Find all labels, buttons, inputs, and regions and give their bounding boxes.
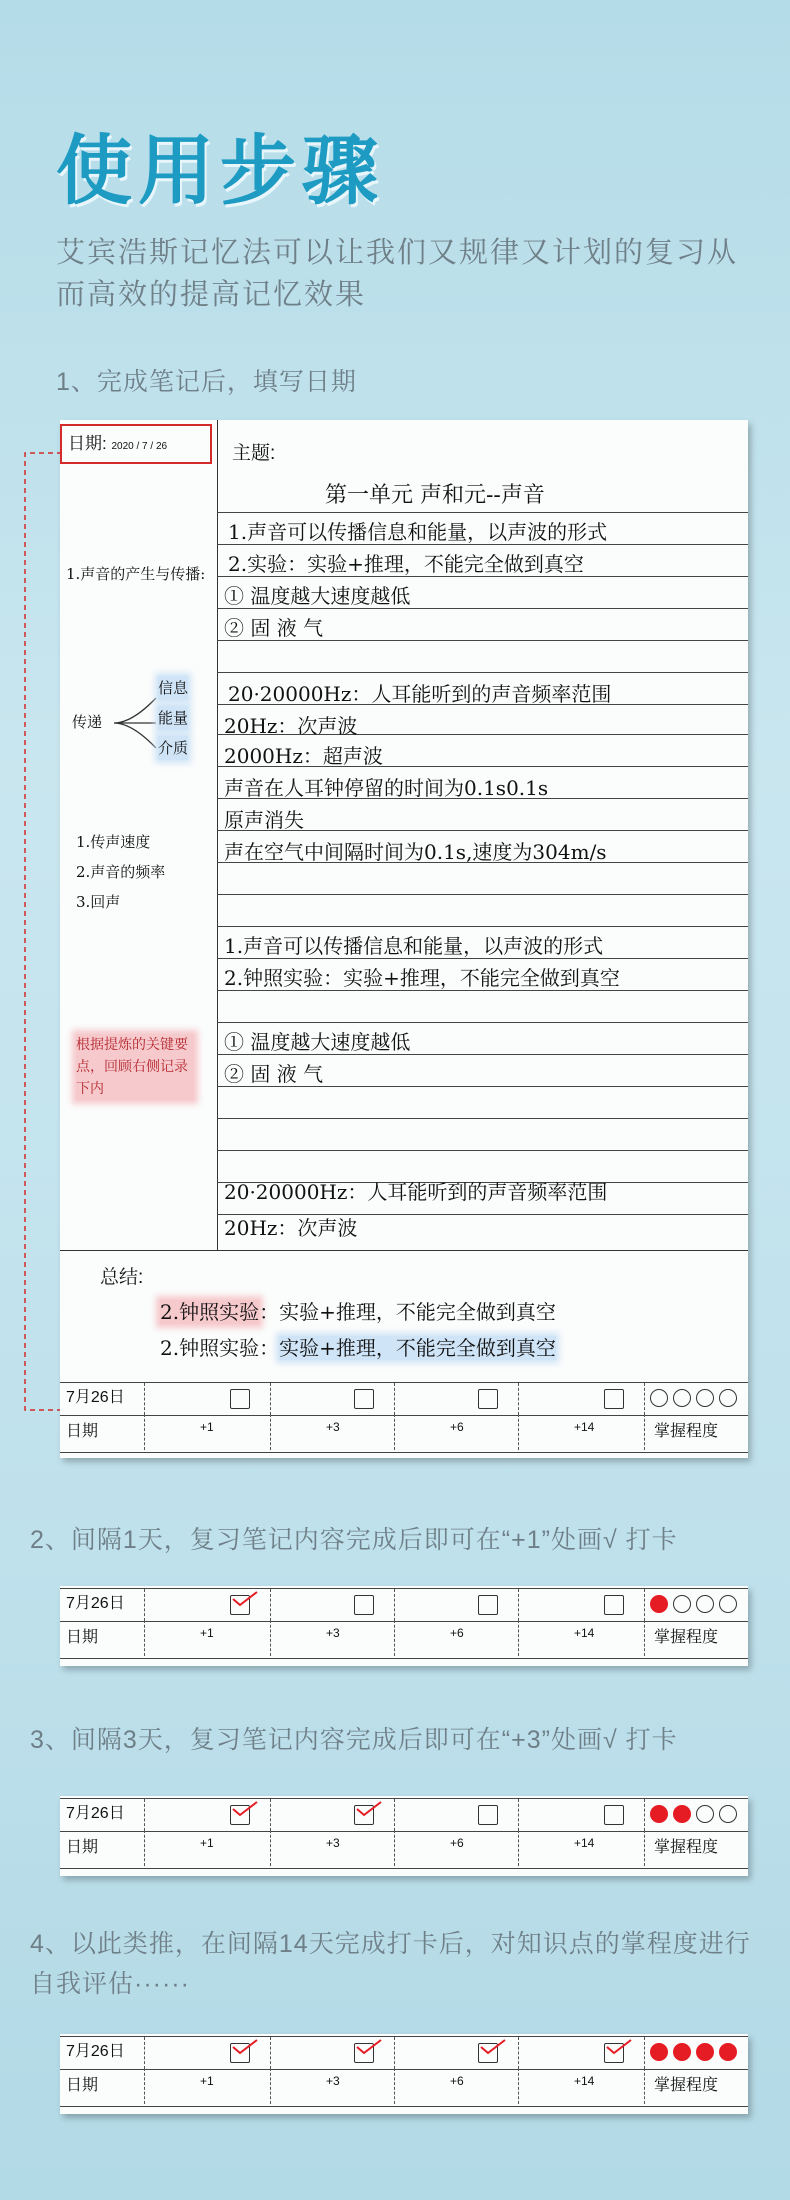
tracker-date-label: 日期 [66, 1629, 99, 1646]
mastery-circle[interactable] [696, 2043, 714, 2061]
review-checkbox[interactable] [478, 1805, 498, 1825]
mastery-label: 掌握程度 [654, 1629, 719, 1646]
tracker-sheet [60, 1586, 748, 1666]
summary-line-1 [160, 1296, 556, 1325]
cue-branch-medium: 介质 [158, 736, 188, 760]
tracker-date[interactable]: 7月26日 [66, 1389, 125, 1406]
tracker-row [60, 1798, 748, 1832]
cue-branch-info: 信息 [158, 676, 188, 700]
date-value: 2020 / 7 / 26 [111, 441, 168, 452]
subject-label: 主题: [232, 443, 276, 464]
note-line: 1.声音可以传播信息和能量，以声波的形式 [224, 934, 604, 958]
note-line: 20·20000Hz：人耳能听到的声音频率范围 [224, 1180, 608, 1204]
cue-review-tip: 根据提炼的关键要点，回顾右侧记录下内 [76, 1034, 194, 1100]
interval-label: +1 [200, 1836, 214, 1850]
cue-topic: 1.声音的产生与传播: [66, 565, 206, 583]
mastery-circle[interactable] [673, 2043, 691, 2061]
interval-label: +1 [200, 1420, 214, 1434]
review-checkbox[interactable] [604, 1595, 624, 1615]
interval-label: +6 [450, 1836, 464, 1850]
review-tracker [60, 1588, 748, 1664]
review-tracker [60, 1382, 748, 1458]
note-line: 声在空气中间隔时间为0.1s,速度为304m/s [224, 840, 607, 864]
tracker-date-label: 日期 [66, 2077, 99, 2094]
summary-highlight: 2.钟照实验 [160, 1300, 260, 1324]
interval-label: +3 [326, 2074, 340, 2088]
note-line: 20Hz：次声波 [224, 1216, 358, 1240]
check-mark-icon [232, 2039, 258, 2055]
interval-label: +14 [574, 1420, 595, 1434]
note-line: 2.实验：实验+推理，不能完全做到真空 [228, 552, 584, 576]
mastery-label: 掌握程度 [654, 1423, 719, 1440]
note-line: ① 温度越大速度越低 [224, 1030, 411, 1054]
page-title: 使用步骤 [56, 126, 384, 215]
tracker-date-label: 日期 [66, 1839, 99, 1856]
review-checkbox[interactable] [230, 1389, 250, 1409]
check-mark-icon [606, 2039, 632, 2055]
check-mark-icon [356, 1801, 382, 1817]
mastery-circle[interactable] [696, 1389, 714, 1407]
date-label: 日期: [68, 434, 107, 453]
mastery-circle[interactable] [719, 2043, 737, 2061]
review-checkbox[interactable] [354, 1595, 374, 1615]
step-4: 4、以此类推，在间隔14天完成打卡后，对知识点的掌程度进行自我评估······ [30, 1930, 751, 1998]
summary-text: ：实验+推理，不能完全做到真空 [259, 1300, 556, 1324]
review-tracker [60, 2036, 748, 2112]
mastery-label: 掌握程度 [654, 1839, 719, 1856]
cue-branch-energy: 能量 [158, 706, 188, 730]
mastery-circle[interactable] [696, 1595, 714, 1613]
note-sheet [60, 420, 748, 1458]
summary-label: 总结: [100, 1267, 144, 1288]
summary-highlight: 实验+推理，不能完全做到真空 [279, 1336, 556, 1360]
note-line: 2000Hz：超声波 [224, 744, 383, 768]
review-checkbox[interactable] [604, 1389, 624, 1409]
tracker-row [60, 2036, 748, 2070]
tracker-row [60, 1588, 748, 1622]
note-line: 1.声音可以传播信息和能量，以声波的形式 [228, 520, 608, 544]
mastery-circle[interactable] [673, 1805, 691, 1823]
note-line: ① 温度越大速度越低 [224, 584, 411, 608]
intro-text: 艾宾浩斯记忆法可以让我们又规律又计划的复习从而高效的提高记忆效果 [56, 237, 739, 311]
note-line: 20Hz：次声波 [224, 714, 358, 738]
step-3: 3、间隔3天，复习笔记内容完成后即可在“+3”处画√ 打卡 [30, 1726, 678, 1754]
interval-label: +6 [450, 2074, 464, 2088]
note-line: 原声消失 [224, 808, 304, 832]
note-line: 声音在人耳钟停留的时间为0.1s0.1s [224, 776, 549, 800]
mastery-circle[interactable] [650, 2043, 668, 2061]
mastery-circle[interactable] [673, 1389, 691, 1407]
interval-label: +14 [574, 1626, 595, 1640]
mastery-circle[interactable] [673, 1595, 691, 1613]
note-date-box[interactable] [60, 424, 212, 464]
interval-label: +14 [574, 1836, 595, 1850]
mastery-circle[interactable] [719, 1805, 737, 1823]
mastery-circle[interactable] [719, 1389, 737, 1407]
note-line: ② 固 液 气 [224, 1062, 324, 1086]
tracker-date[interactable]: 7月26日 [66, 1805, 125, 1822]
check-mark-icon [480, 2039, 506, 2055]
cue-list-item: 3.回声 [76, 893, 121, 911]
branch-lines [112, 688, 158, 758]
mastery-circle[interactable] [650, 1389, 668, 1407]
review-tracker [60, 1798, 748, 1874]
review-checkbox[interactable] [478, 1389, 498, 1409]
note-line: 2.钟照实验：实验+推理，不能完全做到真空 [224, 966, 620, 990]
mastery-circle[interactable] [696, 1805, 714, 1823]
mastery-circle[interactable] [719, 1595, 737, 1613]
check-mark-icon [356, 2039, 382, 2055]
interval-label: +3 [326, 1420, 340, 1434]
note-line: ② 固 液 气 [224, 616, 324, 640]
mastery-circle[interactable] [650, 1595, 668, 1613]
connector-line [22, 452, 64, 1412]
check-mark-icon [232, 1591, 258, 1607]
note-heading: 第一单元 声和元--声音 [325, 483, 545, 508]
step-1: 1、完成笔记后，填写日期 [56, 368, 357, 396]
interval-label: +3 [326, 1836, 340, 1850]
step-2: 2、间隔1天，复习笔记内容完成后即可在“+1”处画√ 打卡 [30, 1526, 678, 1554]
interval-label: +1 [200, 1626, 214, 1640]
tracker-date[interactable]: 7月26日 [66, 2043, 125, 2060]
interval-label: +3 [326, 1626, 340, 1640]
cue-chuandi: 传递 [72, 713, 103, 731]
interval-label: +6 [450, 1420, 464, 1434]
interval-label: +6 [450, 1626, 464, 1640]
summary-line-2 [160, 1332, 556, 1361]
tracker-date[interactable]: 7月26日 [66, 1595, 125, 1612]
summary-text: 2.钟照实验： [160, 1336, 280, 1360]
tracker-date-label: 日期 [66, 1423, 99, 1440]
check-mark-icon [232, 1801, 258, 1817]
tracker-sheet [60, 1796, 748, 1876]
review-checkbox[interactable] [478, 1595, 498, 1615]
cue-list-item: 2.声音的频率 [76, 863, 166, 881]
review-checkbox[interactable] [354, 1389, 374, 1409]
tracker-row [60, 1382, 748, 1416]
mastery-circle[interactable] [650, 1805, 668, 1823]
cue-list-item: 1.传声速度 [76, 833, 151, 851]
mastery-label: 掌握程度 [654, 2077, 719, 2094]
tracker-sheet [60, 2034, 748, 2114]
interval-label: +14 [574, 2074, 595, 2088]
interval-label: +1 [200, 2074, 214, 2088]
note-line: 20·20000Hz：人耳能听到的声音频率范围 [228, 682, 612, 706]
review-checkbox[interactable] [604, 1805, 624, 1825]
